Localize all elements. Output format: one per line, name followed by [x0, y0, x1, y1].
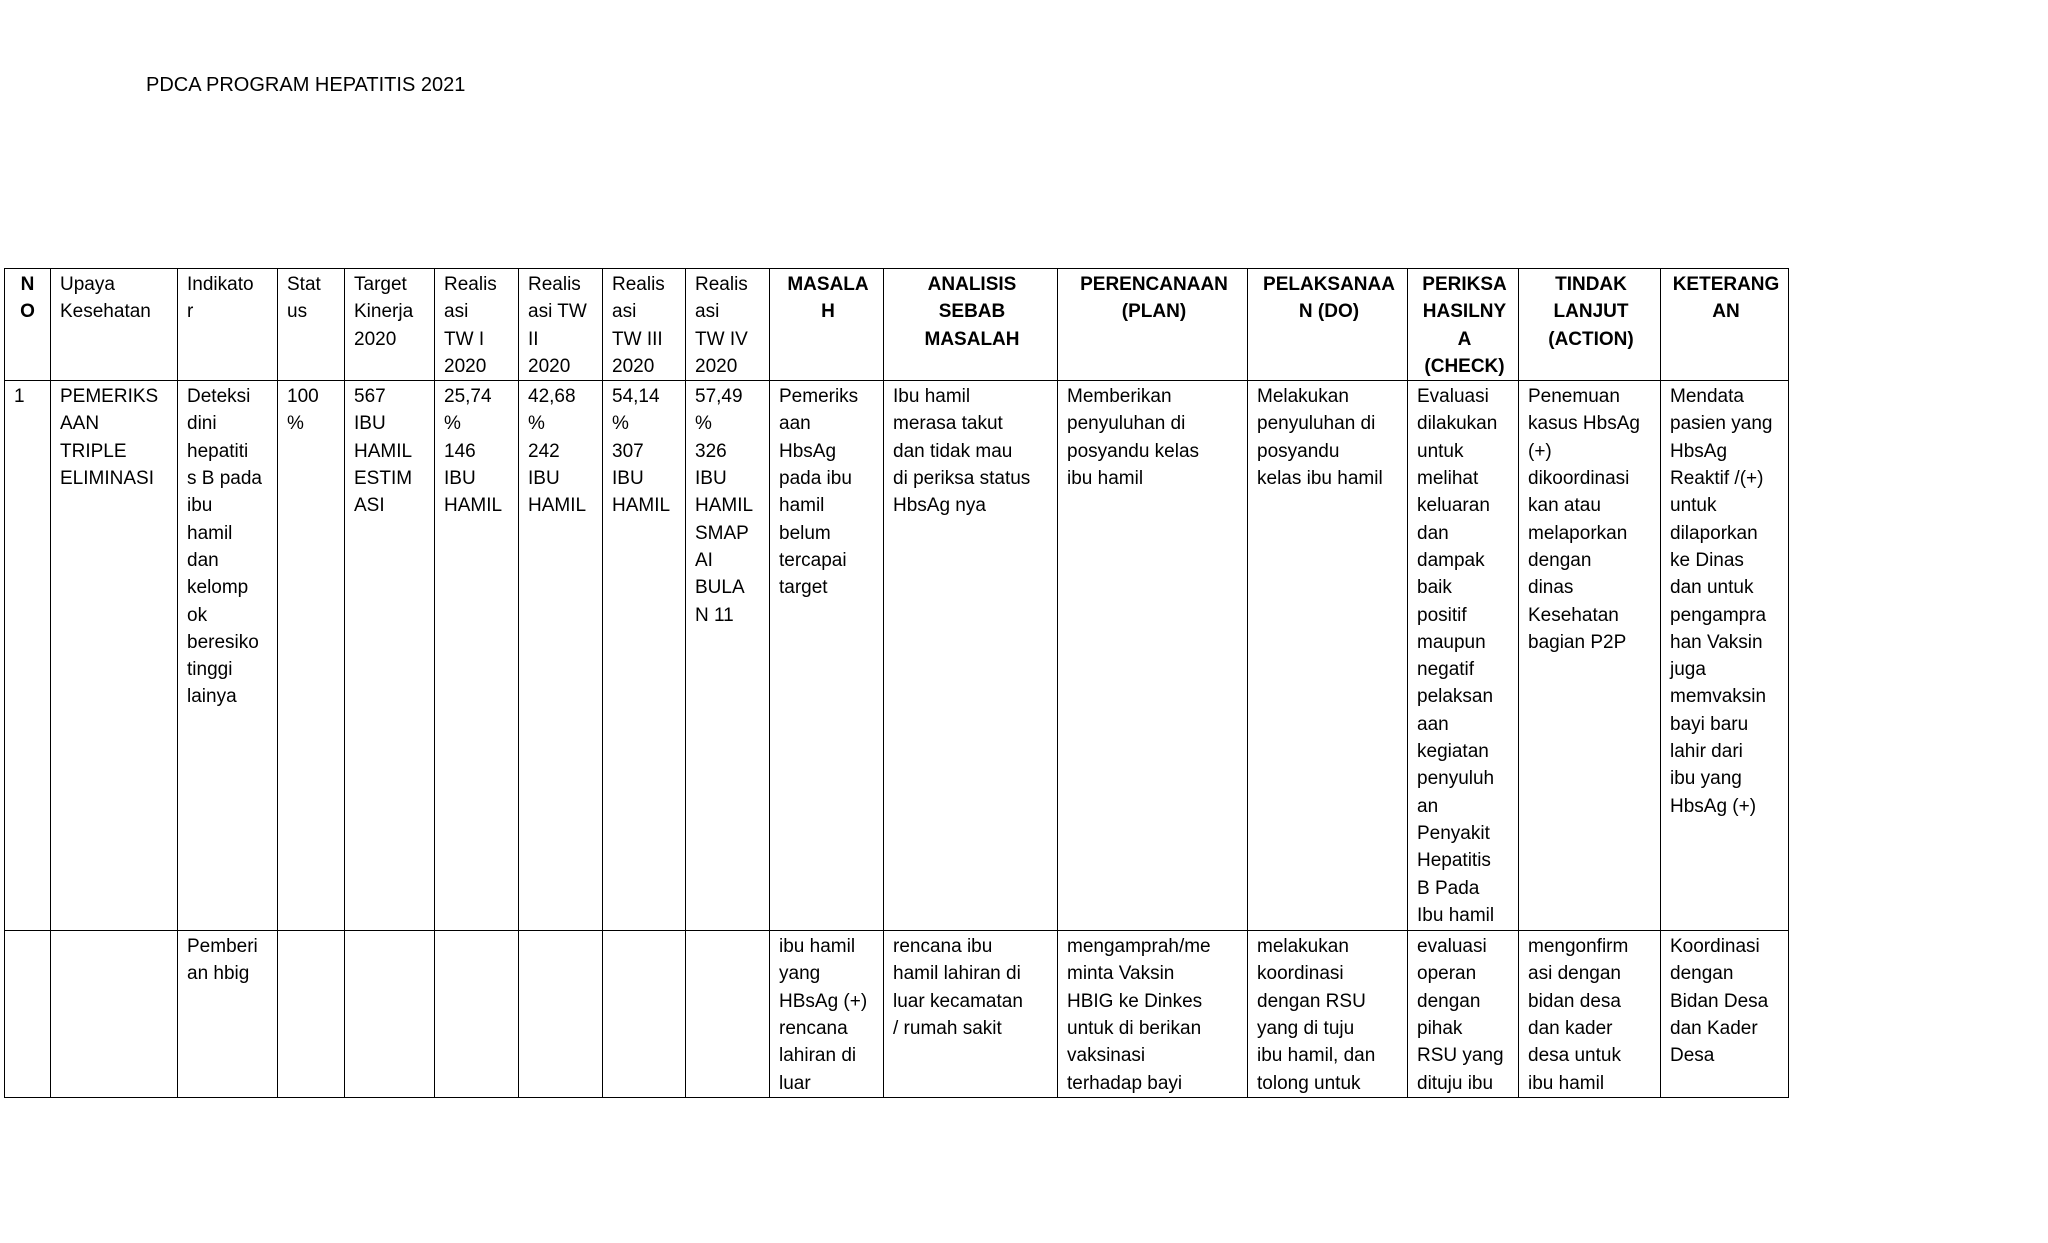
header-target-kinerja: Target Kinerja 2020: [345, 269, 435, 381]
table-cell: Evaluasi dilakukan untuk melihat keluaran dan dampak baik positif maupun negatif pelaksan aan kegiatan penyuluh an Penyakit Hepatitis B Pada Ibu hamil: [1408, 381, 1519, 931]
header-keterangan: KETERANG AN: [1661, 269, 1789, 381]
table-cell: PEMERIKS AAN TRIPLE ELIMINASI: [51, 381, 178, 931]
table-cell: [686, 931, 770, 1098]
table-cell: melakukan koordinasi dengan RSU yang di tuju ibu hamil, dan tolong untuk: [1248, 931, 1408, 1098]
table-cell: [435, 931, 519, 1098]
header-upaya-kesehatan: Upaya Kesehatan: [51, 269, 178, 381]
pdca-table: [4, 268, 1789, 1098]
table-cell: [278, 931, 345, 1098]
page-title: PDCA PROGRAM HEPATITIS 2021: [146, 74, 466, 96]
header-no: N O: [5, 269, 51, 381]
table-cell: 567 IBU HAMIL ESTIM ASI: [345, 381, 435, 931]
table-cell: Pemeriks aan HbsAg pada ibu hamil belum tercapai target: [770, 381, 884, 931]
header-analisis-sebab-masalah: ANALISIS SEBAB MASALAH: [884, 269, 1058, 381]
header-masalah: MASALA H: [770, 269, 884, 381]
table-cell: mengamprah/me minta Vaksin HBIG ke Dinkes untuk di berikan vaksinasi terhadap bayi: [1058, 931, 1248, 1098]
table-cell: ibu hamil yang HBsAg (+) rencana lahiran di luar: [770, 931, 884, 1098]
header-tindak-lanjut: TINDAK LANJUT (ACTION): [1519, 269, 1661, 381]
header-realisasi-tw2: Realis asi TW II 2020: [519, 269, 603, 381]
table-cell: 42,68 % 242 IBU HAMIL: [519, 381, 603, 931]
header-periksa-hasilnya: PERIKSA HASILNY A (CHECK): [1408, 269, 1519, 381]
table-cell: [345, 931, 435, 1098]
table-cell: [5, 931, 51, 1098]
header-pelaksanaan: PELAKSANAA N (DO): [1248, 269, 1408, 381]
header-realisasi-tw3: Realis asi TW III 2020: [603, 269, 686, 381]
table-cell: Pemberi an hbig: [178, 931, 278, 1098]
table-cell: [51, 931, 178, 1098]
table-cell: mengonfirm asi dengan bidan desa dan kader desa untuk ibu hamil: [1519, 931, 1661, 1098]
table-cell: 54,14 % 307 IBU HAMIL: [603, 381, 686, 931]
table-cell: Penemuan kasus HbsAg (+) dikoordinasi kan atau melaporkan dengan dinas Kesehatan bagian P2P: [1519, 381, 1661, 931]
header-realisasi-tw1: Realis asi TW I 2020: [435, 269, 519, 381]
table-row: [5, 381, 1789, 931]
table-row: [5, 931, 1789, 1098]
table-cell: Memberikan penyuluhan di posyandu kelas ibu hamil: [1058, 381, 1248, 931]
table-cell: Mendata pasien yang HbsAg Reaktif /(+) untuk dilaporkan ke Dinas dan untuk pengampra han Vaksin juga memvaksin bayi baru lahir dari ibu yang HbsAg (+): [1661, 381, 1789, 931]
header-perencanaan: PERENCANAAN (PLAN): [1058, 269, 1248, 381]
table-cell: [603, 931, 686, 1098]
header-status: Stat us: [278, 269, 345, 381]
table-cell: Deteksi dini hepatiti s B pada ibu hamil dan kelomp ok beresiko tinggi lainya: [178, 381, 278, 931]
header-realisasi-tw4: Realis asi TW IV 2020: [686, 269, 770, 381]
table-header-row: [5, 269, 1789, 381]
table-cell: evaluasi operan dengan pihak RSU yang dituju ibu: [1408, 931, 1519, 1098]
table-cell: 25,74 % 146 IBU HAMIL: [435, 381, 519, 931]
header-indikator: Indikato r: [178, 269, 278, 381]
table-cell: Melakukan penyuluhan di posyandu kelas ibu hamil: [1248, 381, 1408, 931]
table-cell: [519, 931, 603, 1098]
table-cell: rencana ibu hamil lahiran di luar kecamatan / rumah sakit: [884, 931, 1058, 1098]
table-cell: Ibu hamil merasa takut dan tidak mau di periksa status HbsAg nya: [884, 381, 1058, 931]
table-cell: 57,49 % 326 IBU HAMIL SMAP AI BULA N 11: [686, 381, 770, 931]
table-cell: 100 %: [278, 381, 345, 931]
table-cell: 1: [5, 381, 51, 931]
table-cell: Koordinasi dengan Bidan Desa dan Kader Desa: [1661, 931, 1789, 1098]
